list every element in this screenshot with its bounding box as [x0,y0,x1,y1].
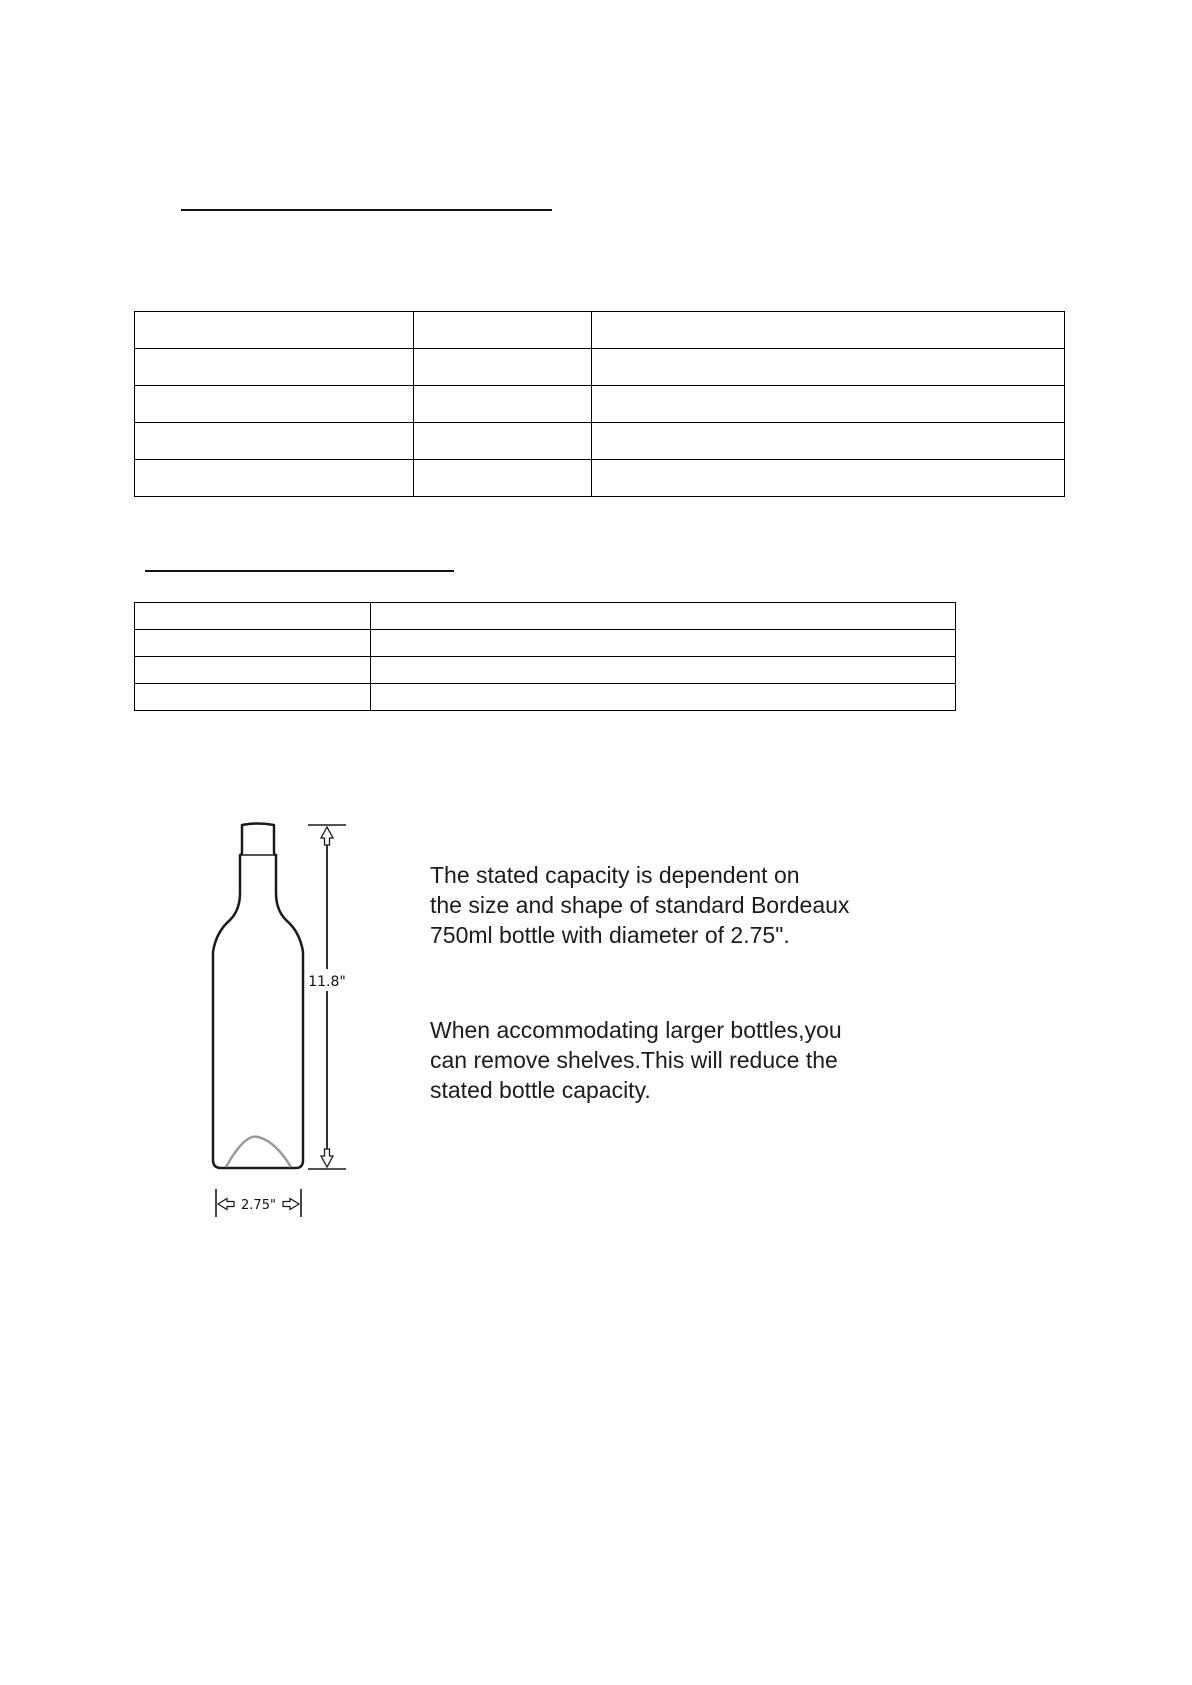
capacity-note-line: the size and shape of standard Bordeaux [430,892,850,918]
larger-bottles-note-line: When accommodating larger bottles,you [430,1017,842,1043]
table-row [135,603,956,630]
height-dimension-icon [308,825,346,1169]
capacity-note [430,860,849,950]
table-cell [414,386,592,423]
larger-bottles-note [430,1015,842,1105]
diameter-label: 2.75" [241,1198,276,1213]
table-cell [135,657,371,684]
table-row [135,386,1065,423]
table-cell [371,657,956,684]
table-cell [135,603,371,630]
table-cell [135,630,371,657]
table-cell [414,423,592,460]
table-cell [135,684,371,711]
bottle-dimension-figure [190,815,370,1225]
table-cell [592,386,1065,423]
section-heading-underline-2 [145,570,454,572]
capacity-note-line: 750ml bottle with diameter of 2.75". [430,922,790,948]
height-label: 11.8" [308,974,346,990]
table-row [135,349,1065,386]
spec-table-2 [134,602,956,711]
section-heading-underline-1 [181,209,552,211]
bottle-outline-icon [213,824,303,1169]
spec-table-1 [134,311,1065,497]
table-row [135,312,1065,349]
table-cell [135,423,414,460]
table-cell [135,312,414,349]
table-cell [592,460,1065,497]
table-cell [592,423,1065,460]
larger-bottles-note-line: stated bottle capacity. [430,1077,651,1103]
table-cell [414,460,592,497]
capacity-note-line: The stated capacity is dependent on [430,862,800,888]
diameter-dimension-icon [216,1189,301,1217]
table-cell [371,603,956,630]
larger-bottles-note-line: can remove shelves.This will reduce the [430,1047,838,1073]
table-cell [414,349,592,386]
table-row [135,684,956,711]
table-row [135,630,956,657]
table-cell [371,630,956,657]
table-cell [135,460,414,497]
table-row [135,657,956,684]
table-cell [592,349,1065,386]
table-row [135,423,1065,460]
table-cell [414,312,592,349]
table-row [135,460,1065,497]
table-cell [592,312,1065,349]
table-cell [135,349,414,386]
table-cell [371,684,956,711]
table-cell [135,386,414,423]
